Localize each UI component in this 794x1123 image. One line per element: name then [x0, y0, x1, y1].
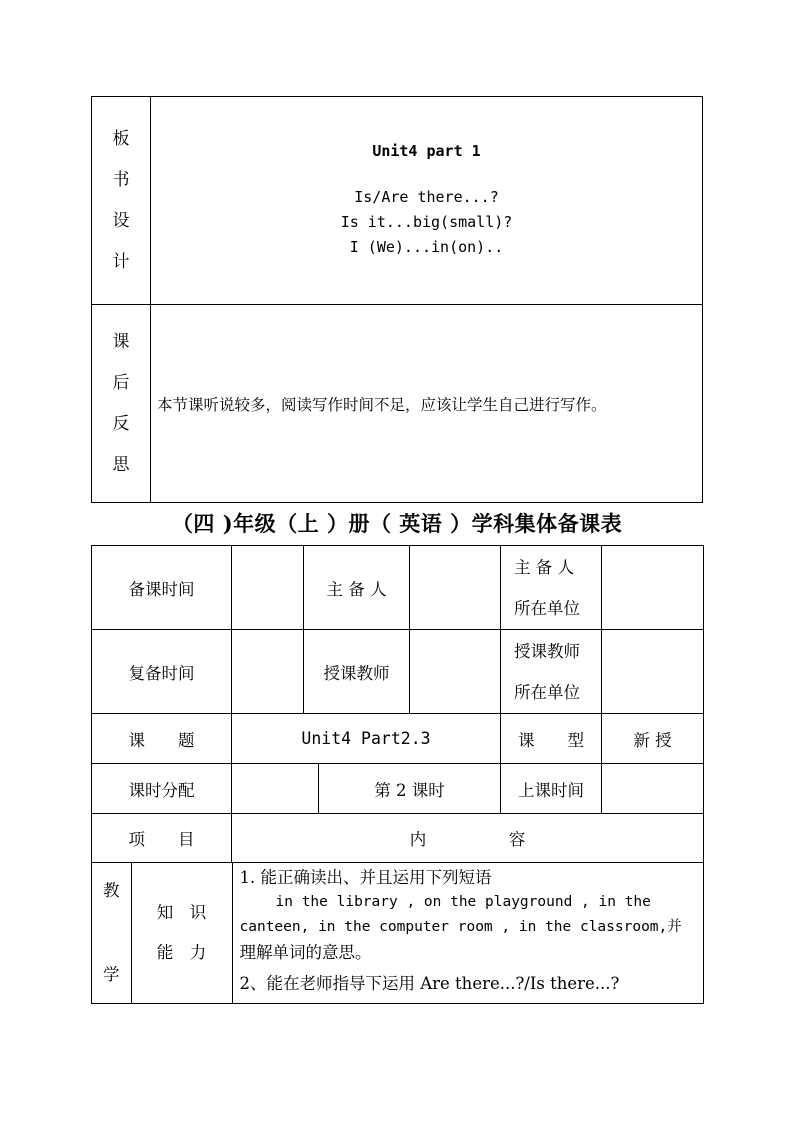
board-label-char: 书: [112, 169, 130, 190]
period-number: 第 2 课时: [319, 764, 501, 814]
teaching-goals-inner: [92, 863, 703, 1003]
preparer-unit-line: 所在单位: [514, 598, 580, 618]
teacher-unit-label: [501, 630, 602, 714]
board-label-char: 板: [112, 128, 130, 149]
class-time-label: 上课时间: [501, 764, 602, 814]
lesson-type-label: 课 型: [501, 714, 602, 764]
prep-time-label: 备课时间: [92, 546, 232, 630]
main-preparer-label: 主 备 人: [304, 546, 410, 630]
item-label: 项 目: [92, 814, 232, 863]
content-label: 内 容: [232, 814, 704, 863]
teacher-unit-line: 所在单位: [514, 682, 580, 702]
board-design-label: [92, 97, 151, 305]
knowledge-ability-label: [131, 863, 232, 1003]
lesson-plan-table: [91, 545, 704, 1004]
board-line: I (We)...in(on)..: [349, 237, 504, 256]
board-title: Unit4 part 1: [372, 141, 481, 160]
board-design-content: [151, 97, 703, 305]
reflection-label: [92, 305, 151, 503]
lesson-type-value: 新 授: [602, 714, 704, 764]
ability-label: 能 力: [156, 943, 207, 962]
board-label-char: 计: [112, 251, 130, 272]
teacher-unit-line: 授课教师: [514, 641, 580, 661]
knowledge-label: 知 识: [156, 903, 207, 922]
preparer-unit-value: [602, 546, 704, 630]
review-time-value: [232, 630, 304, 714]
page-title: （四 )年级（上 ）册（ 英语 ）学科集体备课表: [171, 511, 623, 536]
review-time-label: 复备时间: [92, 630, 232, 714]
reflection-text: 本节课听说较多，阅读写作时间不足，应该让学生自己进行写作。: [151, 305, 703, 503]
teacher-label: 授课教师: [304, 630, 410, 714]
topic-value: Unit4 Part2.3: [232, 714, 501, 764]
class-time-value: [602, 764, 704, 814]
goal-item-1-end: 理解单词的意思。: [239, 943, 372, 962]
topic-label: 课 题: [92, 714, 232, 764]
preparer-unit-line: 主 备 人: [514, 557, 574, 577]
teaching-goals-row: [92, 863, 704, 1004]
period-allocation-value: [232, 764, 319, 814]
reflection-label-char: 反: [112, 413, 130, 434]
board-reflection-table: [91, 96, 703, 503]
period-allocation-label: 课时分配: [92, 764, 232, 814]
preparer-unit-label: [501, 546, 602, 630]
reflection-label-char: 思: [112, 454, 130, 475]
teaching-goals-content: [232, 863, 703, 1003]
phrase-line: in the library , on the playground , in the: [275, 894, 651, 910]
board-line: Is it...big(small)?: [340, 212, 513, 231]
board-line: Is/Are there...?: [354, 187, 499, 206]
teaching-label-char: 教: [103, 881, 120, 900]
teacher-value: [410, 630, 501, 714]
reflection-label-char: 后: [112, 372, 130, 393]
phrase-line: canteen, in the computer room , in the classroom,并: [239, 919, 682, 935]
teaching-label: [92, 863, 131, 1003]
teaching-label-char: 学: [103, 965, 120, 984]
main-preparer-value: [410, 546, 501, 630]
goal-item-2: 2、能在老师指导下运用 Are there...?/Is there...?: [239, 974, 620, 993]
board-label-char: 设: [112, 210, 130, 231]
goal-item-1: 1. 能正确读出、并且运用下列短语: [239, 868, 492, 887]
teacher-unit-value: [602, 630, 704, 714]
reflection-label-char: 课: [112, 331, 130, 352]
prep-time-value: [232, 546, 304, 630]
